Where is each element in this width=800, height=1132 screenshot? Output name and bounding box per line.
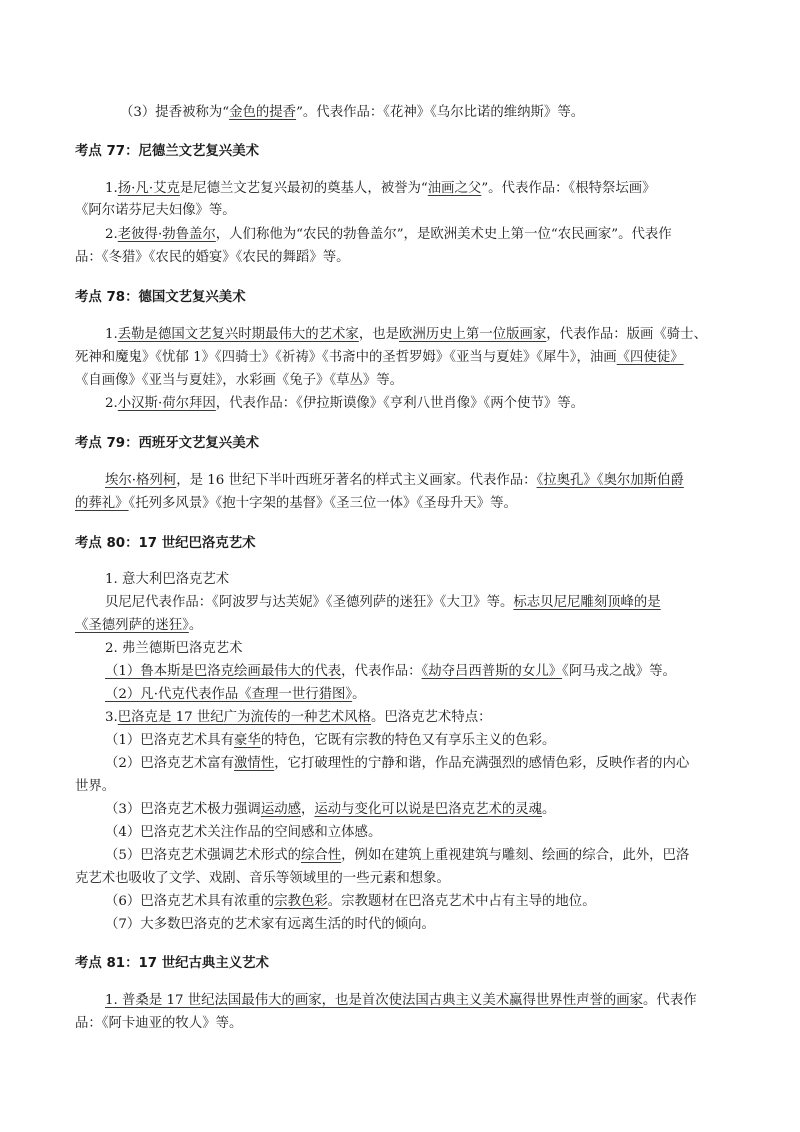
section-heading: 考点 79：西班牙文艺复兴美术 [75,436,259,451]
text-line: 3.巴洛克是 17 世纪广为流传的一种艺术风格。巴洛克艺术特点： [105,710,492,725]
text-line: （7）大多数巴洛克的艺术家有远离生活的时代的倾向。 [105,917,435,932]
text-line: 品：《阿卡迪亚的牧人》等。 [75,1016,243,1031]
text-line: 1. 意大利巴洛克艺术 [105,572,230,587]
text-line: 2. 弗兰德斯巴洛克艺术 [105,641,243,656]
text-line: 1.扬·凡·艾克是尼德兰文艺复兴最初的奠基人，被誉为“油画之父”。代表作品：《根特祭坛画》 [105,181,656,196]
text-line: 克艺术也吸收了文学、戏剧、音乐等领域里的一些元素和想象。 [75,871,450,886]
text-line: 死神和魔鬼》《忧郁 1》《四骑士》《祈祷》《书斋中的圣哲罗姆》《亚当与夏娃》《犀牛》，油画《四使徒》 [75,350,684,365]
text-line: （3）巴洛克艺术极力强调运动感，运动与变化可以说是巴洛克艺术的灵魂。 [105,802,556,817]
text-line: （1）鲁本斯是巴洛克绘画最伟大的代表，代表作品：《劫夺吕西普斯的女儿》《阿马戎之战》等。 [105,664,676,679]
text-line: （4）巴洛克艺术关注作品的空间感和立体感。 [105,825,382,840]
text-line: 1. 普桑是 17 世纪法国最伟大的画家，也是首次使法国古典主义美术赢得世界性声誉的画家。代表作 [105,993,697,1008]
text-line: （3）提香被称为“金色的提香”。代表作品：《花神》《乌尔比诺的维纳斯》等。 [120,105,585,120]
text-line: 品：《冬猎》《农民的婚宴》《农民的舞蹈》等。 [75,250,350,265]
text-line: 《阿尔诺芬尼夫妇像》等。 [75,203,236,218]
text-line: 《圣德列萨的迷狂》。 [75,618,203,633]
text-line: （5）巴洛克艺术强调艺术形式的综合性，例如在建筑上重视建筑与雕刻、绘画的综合，此外，巴洛 [105,848,690,863]
text-line: 2.老彼得·勃鲁盖尔，人们称他为“农民的勃鲁盖尔”，是欧洲美术史上第一位“农民画家”。代表作 [105,227,672,242]
text-line: 《自画像》《亚当与夏娃》，水彩画《兔子》《草丛》等。 [75,373,404,388]
text-line: 埃尔·格列柯，是 16 世纪下半叶西班牙著名的样式主义画家。代表作品：《拉奥孔》《奥尔加斯伯爵 [105,473,684,488]
text-line: 的葬礼》《托列多风景》《抱十字架的基督》《圣三位一体》《圣母升天》等。 [75,496,517,511]
text-line: （6）巴洛克艺术具有浓重的宗教色彩。宗教题材在巴洛克艺术中占有主导的地位。 [105,894,596,909]
text-line: （1）巴洛克艺术具有豪华的特色，它既有宗教的特色又有享乐主义的色彩。 [105,733,556,748]
text-line: 世界。 [75,779,116,794]
text-line: （2）凡·代克代表作品《查理一世行猎图》。 [105,687,366,702]
text-line: 1.丢勒是德国文艺复兴时期最伟大的艺术家，也是欧洲历史上第一位版画家，代表作品：版画《骑士、 [105,327,707,342]
text-line: （2）巴洛克艺术富有激情性，它打破理性的宁静和谐，作品充满强烈的感情色彩，反映作者的内心 [105,756,690,771]
section-heading: 考点 78：德国文艺复兴美术 [75,290,246,305]
section-heading: 考点 80：17 世纪巴洛克艺术 [75,536,256,551]
section-heading: 考点 77：尼德兰文艺复兴美术 [75,144,259,159]
text-line: 贝尼尼代表作品：《阿波罗与达芙妮》《圣德列萨的迷狂》《大卫》等。标志贝尼尼雕刻顶峰的是 [105,595,661,610]
section-heading: 考点 81：17 世纪古典主义艺术 [75,956,269,971]
text-line: 2.小汉斯·荷尔拜因，代表作品：《伊拉斯谟像》《亨利八世肖像》《两个使节》等。 [105,396,585,411]
